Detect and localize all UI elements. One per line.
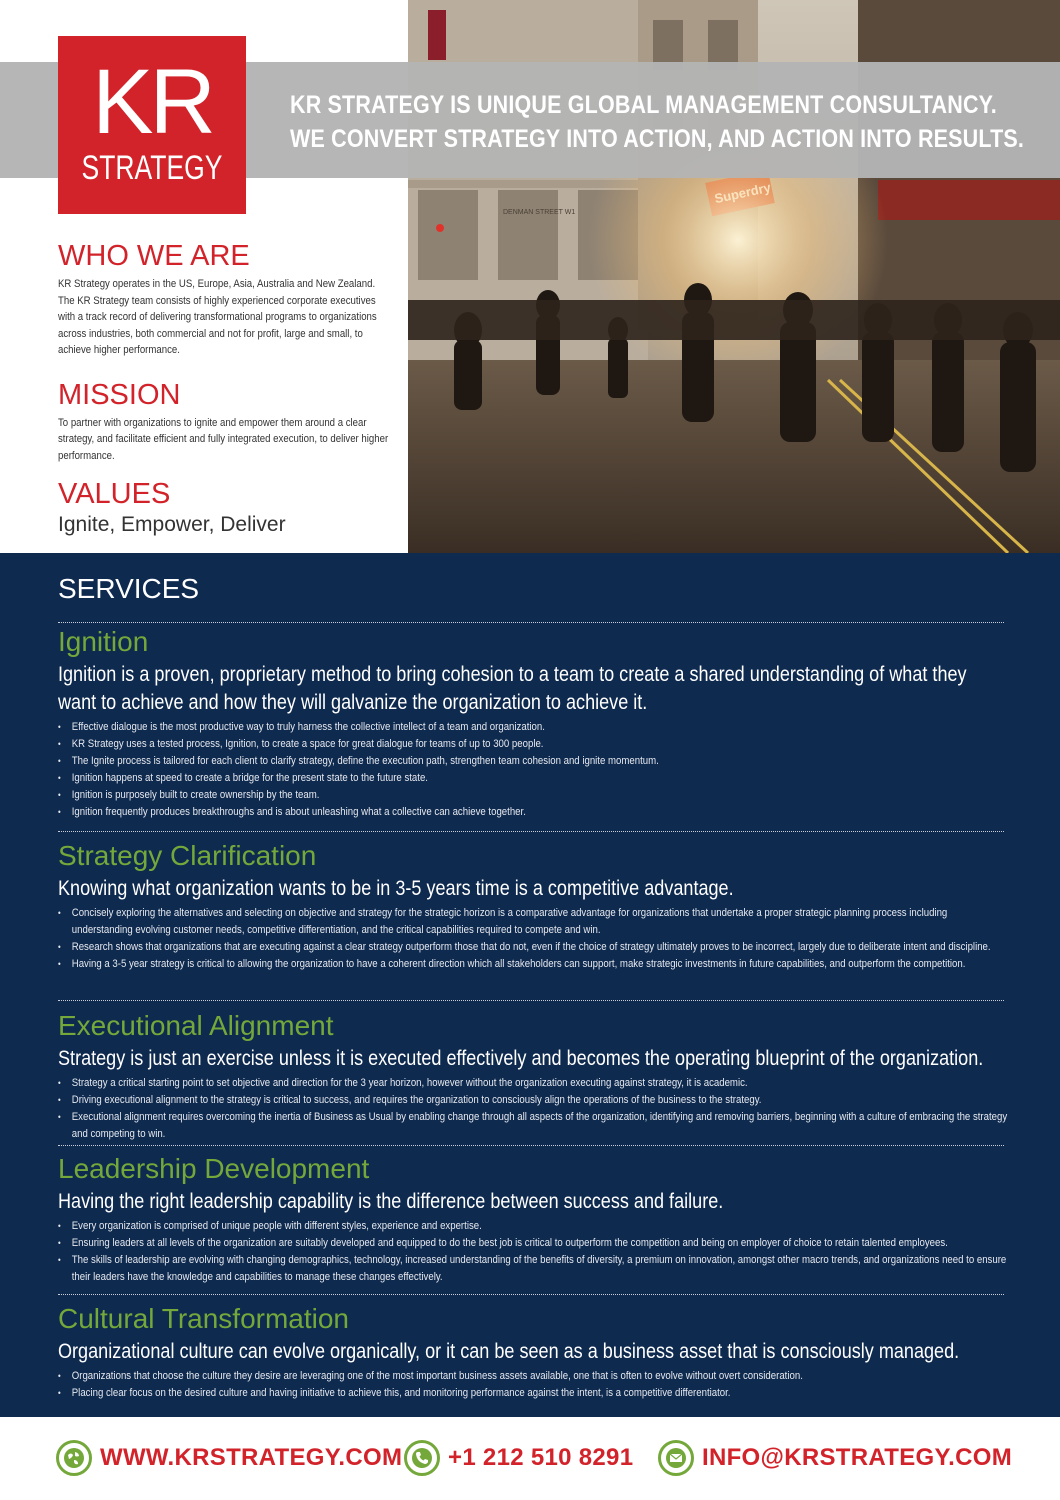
bullet-item: • Research shows that organizations that are executing against a clear strategy outperform those that do not, even if the choice of strategy ultimately proves to be incorrect, largely due to deliberate intent and discipline.: [58, 939, 1008, 956]
service-cultural-transformation: [58, 1303, 1008, 1402]
service-heading: Leadership Development: [58, 1153, 370, 1184]
email-contact[interactable]: [658, 1435, 1012, 1481]
header-section: [0, 0, 1060, 553]
logo-kr: KR: [92, 51, 212, 153]
website-contact[interactable]: [56, 1435, 402, 1481]
phone-icon: [404, 1440, 440, 1476]
services-title: SERVICES: [58, 573, 200, 604]
logo-strategy: STRATEGY: [81, 149, 223, 187]
service-lead: Knowing what organization wants to be in 3-5 years time is a competitive advantage.: [58, 877, 734, 900]
tagline-text: [290, 88, 1025, 156]
kr-strategy-logo: [58, 36, 246, 214]
service-bullets: [58, 1075, 1008, 1143]
bullet-item: • KR Strategy uses a tested process, Ignition, to create a space for great dialogue for teams of up to 300 people.: [58, 736, 1008, 753]
bullet-item: • Strategy a critical starting point to set objective and direction for the 3 year horizon, however without the organization executing against strategy, it is academic.: [58, 1075, 1008, 1092]
values-heading: VALUES: [58, 478, 171, 510]
tagline-line-2: WE CONVERT STRATEGY INTO ACTION, AND ACTION INTO RESULTS.: [290, 125, 1025, 153]
website-link[interactable]: WWW.KRSTRATEGY.COM: [100, 1444, 403, 1471]
service-bullets: [58, 1218, 1008, 1286]
service-lead: Strategy is just an exercise unless it is executed effectively and becomes the operating blueprint of the organization.: [58, 1047, 984, 1070]
who-we-are-heading: WHO WE ARE: [58, 240, 250, 272]
contact-footer: [0, 1417, 1060, 1500]
divider: [58, 1000, 1004, 1001]
service-bullets: [58, 1368, 1008, 1402]
bullet-item: • Ignition frequently produces breakthroughs and is about unleashing what a collective can achieve together.: [58, 804, 1008, 821]
bullet-item: • Effective dialogue is the most productive way to truly harness the collective intellect of a team and organization.: [58, 719, 1008, 736]
bullet-item: • Concisely exploring the alternatives and selecting on objective and strategy for the strategic horizon is a comparative advantage for organizations that undertake a proper strategic planning process including understanding evolving customer needs, competitive differentiation, and the critical capabilities required to compete and win.: [58, 905, 1008, 939]
service-lead: Having the right leadership capability is the difference between success and failure.: [58, 1190, 724, 1213]
bullet-item: • Having a 3-5 year strategy is critical to allowing the organization to have a coherent direction which all stakeholders can support, make strategic investments in future capabilities, and outperform the competition.: [58, 956, 1008, 973]
bullet-item: • Ensuring leaders at all levels of the organization are suitably developed and equipped to do the best job is critical to outperform the competition and being on employer of choice to retain talented employees.: [58, 1235, 1008, 1252]
service-lead: Ignition is a proven, proprietary method to bring cohesion to a team to create a shared understanding of what they want to achieve and how they will galvanize the organization to achieve it.: [58, 663, 967, 714]
service-heading: Executional Alignment: [58, 1010, 334, 1041]
service-executional-alignment: [58, 1010, 1008, 1143]
divider: [58, 831, 1004, 832]
intro-column: [58, 240, 388, 538]
phone-contact[interactable]: [404, 1435, 633, 1481]
bullet-item: • Every organization is comprised of unique people with different styles, experience and expertise.: [58, 1218, 1008, 1235]
phone-number[interactable]: +1 212 510 8291: [448, 1444, 634, 1471]
bullet-item: • Placing clear focus on the desired culture and having initiative to achieve this, and monitoring performance against the intent, is a competitive differentiator.: [58, 1385, 1008, 1402]
service-leadership-development: [58, 1153, 1008, 1286]
divider: [58, 622, 1004, 623]
service-heading: Cultural Transformation: [58, 1303, 350, 1334]
service-strategy-clarification: [58, 840, 1008, 973]
service-bullets: [58, 905, 1008, 973]
tagline-line-1: KR STRATEGY IS UNIQUE GLOBAL MANAGEMENT CONSULTANCY.: [290, 91, 997, 119]
values-section: [58, 478, 388, 538]
mission-text: To partner with organizations to ignite and empower them around a clear strategy, and facilitate efficient and fully integrated execution, to deliver higher performance.: [58, 416, 389, 462]
street-sign: DENMAN STREET W1: [503, 209, 576, 216]
bullet-item: • The skills of leadership are evolving with changing demographics, technology, increased understanding of the benefits of diversity, a premium on innovation, amongst other macro trends, and organizations need to ensure their leaders have the knowledge and capabilities to manage these changes effectively.: [58, 1252, 1008, 1286]
bullet-item: • Organizations that choose the culture they desire are leveraging one of the most important business assets available, one that is often to evolve without overt consideration.: [58, 1368, 1008, 1385]
bullet-item: • Driving executional alignment to the strategy is critical to success, and requires the organization to consciously align the operations of the business to the strategy.: [58, 1092, 1008, 1109]
service-ignition: [58, 626, 1008, 821]
divider: [58, 1294, 1004, 1295]
divider: [58, 1145, 1004, 1146]
mission-heading: MISSION: [58, 378, 181, 411]
service-heading: Ignition: [58, 626, 149, 657]
who-we-are-text: KR Strategy operates in the US, Europe, Asia, Australia and New Zealand. The KR Strategy team consists of highly experienced corporate executives with a track record of delivering transformational programs to organizations across industries, both commercial and not for profit, large and small, to achieve higher performance.: [58, 278, 377, 356]
bullet-item: • Ignition happens at speed to create a bridge for the present state to the future state.: [58, 770, 1008, 787]
bullet-item: • Executional alignment requires overcoming the inertia of Business as Usual by enabling change through all aspects of the organization, identifying and removing barriers, beginning with a culture of embracing the strategy and competing to win.: [58, 1109, 1008, 1143]
service-bullets: [58, 719, 1008, 821]
service-heading: Strategy Clarification: [58, 840, 317, 871]
bullet-item: • The Ignite process is tailored for each client to clarify strategy, define the execution path, strengthen team cohesion and ignite momentum.: [58, 753, 1008, 770]
services-section: [0, 553, 1060, 1417]
bullet-item: • Ignition is purposely built to create ownership by the team.: [58, 787, 1008, 804]
values-text: Ignite, Empower, Deliver: [58, 513, 286, 536]
email-link[interactable]: INFO@KRSTRATEGY.COM: [702, 1444, 1012, 1471]
mission-section: [58, 379, 388, 465]
globe-icon: [56, 1440, 92, 1476]
envelope-icon: [658, 1440, 694, 1476]
service-lead: Organizational culture can evolve organically, or it can be seen as a business asset that is consciously managed.: [58, 1340, 960, 1363]
who-we-are-section: [58, 240, 388, 359]
